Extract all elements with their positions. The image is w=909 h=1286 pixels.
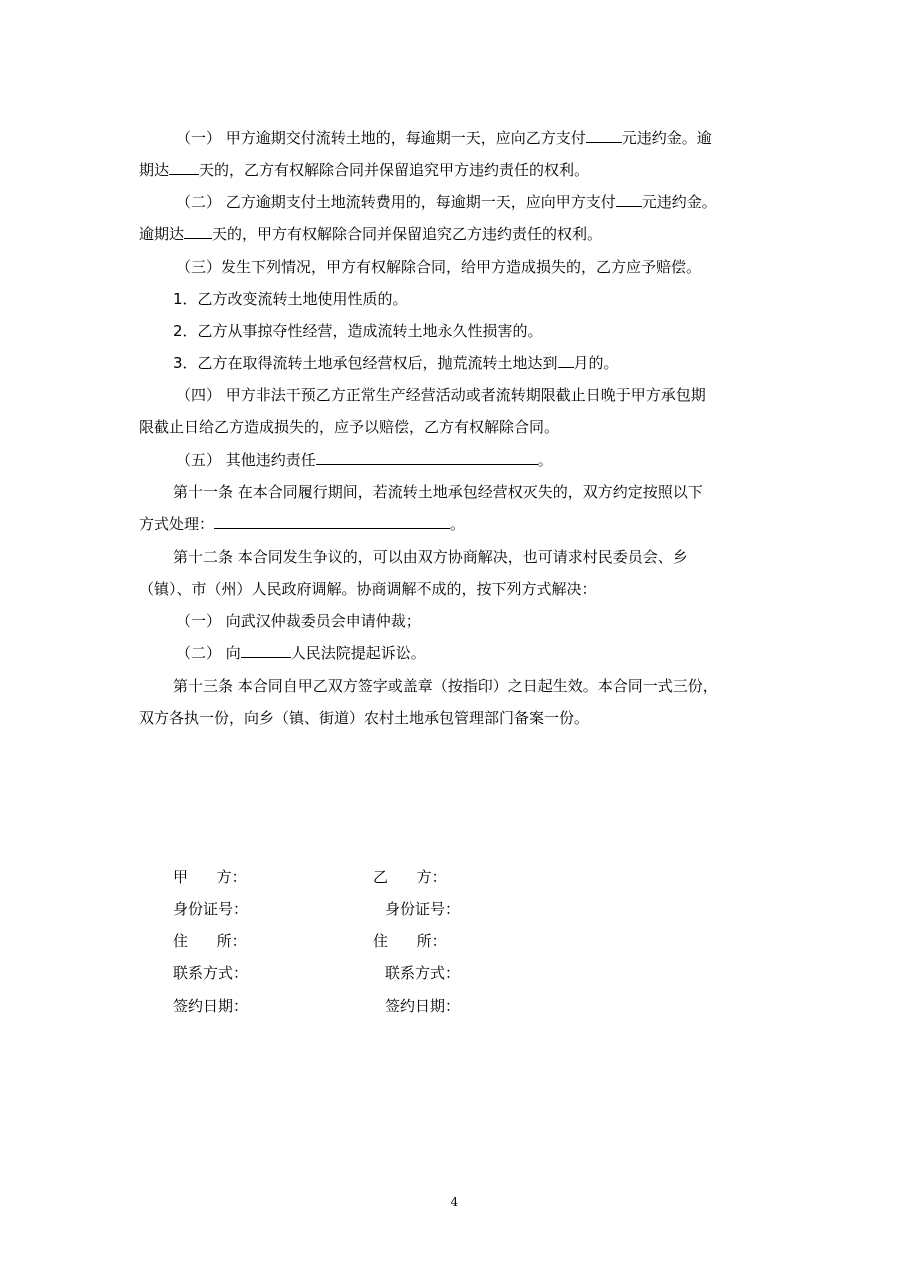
clause-2-line-2: [139, 223, 602, 245]
clause-text: （二） 乙方逾期支付土地流转费用的，每逾期一天，应向甲方支付: [176, 193, 616, 211]
clause-text: （一） 甲方逾期交付流转土地的，每逾期一天，应向乙方支付: [176, 129, 586, 147]
sign-date-a-label: 签约日期：: [173, 997, 249, 1015]
fill-blank[interactable]: [316, 449, 538, 465]
clause-text: 天的，甲方有权解除合同并保留追究乙方违约责任的权利。: [212, 225, 603, 243]
sign-date-b-label: 签约日期：: [385, 997, 461, 1015]
fill-blank[interactable]: [169, 159, 199, 175]
article-12-option-2: [176, 642, 426, 664]
clause-4-line-1: （四） 甲方非法干预乙方正常生产经营活动或者流转期限截止日晚于甲方承包期: [176, 386, 706, 404]
clause-text: 元违约金。逾: [621, 129, 712, 147]
clause-3-item-2: 2．乙方从事掠夺性经营，造成流转土地永久性损害的。: [173, 322, 543, 340]
fill-blank[interactable]: [241, 642, 291, 658]
clause-3: （三）发生下列情况，甲方有权解除合同，给甲方造成损失的，乙方应予赔偿。: [176, 258, 702, 276]
contact-a-label: 联系方式：: [173, 964, 249, 982]
clause-text: 逾期达: [139, 225, 185, 243]
clause-3-item-3: [173, 352, 619, 374]
clause-text: 3．乙方在取得流转土地承包经营权后，抛荒流转土地达到: [173, 354, 558, 372]
article-11-line-2: [139, 513, 465, 535]
page-number: 4: [450, 1195, 459, 1209]
party-b-label: 乙 方：: [373, 868, 447, 886]
address-a-label: 住 所：: [173, 932, 247, 950]
clause-text: 。: [450, 515, 466, 533]
clause-text: （二） 向: [176, 644, 241, 662]
clause-text: （五） 其他违约责任: [176, 451, 316, 469]
clause-1-line-2: [139, 159, 589, 181]
id-number-b-label: 身份证号：: [385, 900, 461, 918]
clause-text: 。: [537, 451, 553, 469]
clause-1-line-1: [176, 127, 712, 149]
fill-blank[interactable]: [184, 223, 212, 239]
fill-blank[interactable]: [214, 513, 450, 529]
address-b-label: 住 所：: [373, 932, 447, 950]
article-13-line-2: 双方各执一份，向乡（镇、街道）农村土地承包管理部门备案一份。: [139, 709, 590, 727]
clause-2-line-1: [176, 191, 717, 213]
id-number-a-label: 身份证号：: [173, 900, 249, 918]
article-12-option-1: （一） 向武汉仲裁委员会申请仲裁；: [176, 612, 421, 630]
clause-text: 方式处理：: [139, 515, 215, 533]
clause-3-item-1: 1．乙方改变流转土地使用性质的。: [173, 290, 408, 308]
article-12-line-2: （镇）、市（州）人民政府调解。协商调解不成的，按下列方式解决：: [139, 580, 597, 598]
article-12-line-1: 第十二条 本合同发生争议的，可以由双方协商解决，也可请求村民委员会、乡: [173, 548, 688, 566]
clause-text: 期达: [139, 161, 170, 179]
clause-text: 元违约金。: [641, 193, 717, 211]
fill-blank[interactable]: [586, 127, 622, 143]
article-13-line-1: 第十三条 本合同自甲乙双方签字或盖章（按指印）之日起生效。本合同一式三份，: [173, 677, 718, 695]
party-a-label: 甲 方：: [173, 868, 247, 886]
article-11-line-1: 第十一条 在本合同履行期间，若流转土地承包经营权灭失的，双方约定按照以下: [173, 483, 703, 501]
clause-text: 人民法院提起诉讼。: [290, 644, 426, 662]
clause-text: 天的，乙方有权解除合同并保留追究甲方违约责任的权利。: [199, 161, 590, 179]
clause-4-line-2: 限截止日给乙方造成损失的，应予以赔偿，乙方有权解除合同。: [139, 418, 560, 436]
clause-5: [176, 449, 553, 471]
fill-blank[interactable]: [558, 352, 574, 368]
contact-b-label: 联系方式：: [385, 964, 461, 982]
fill-blank[interactable]: [616, 191, 642, 207]
clause-text: 月的。: [573, 354, 619, 372]
